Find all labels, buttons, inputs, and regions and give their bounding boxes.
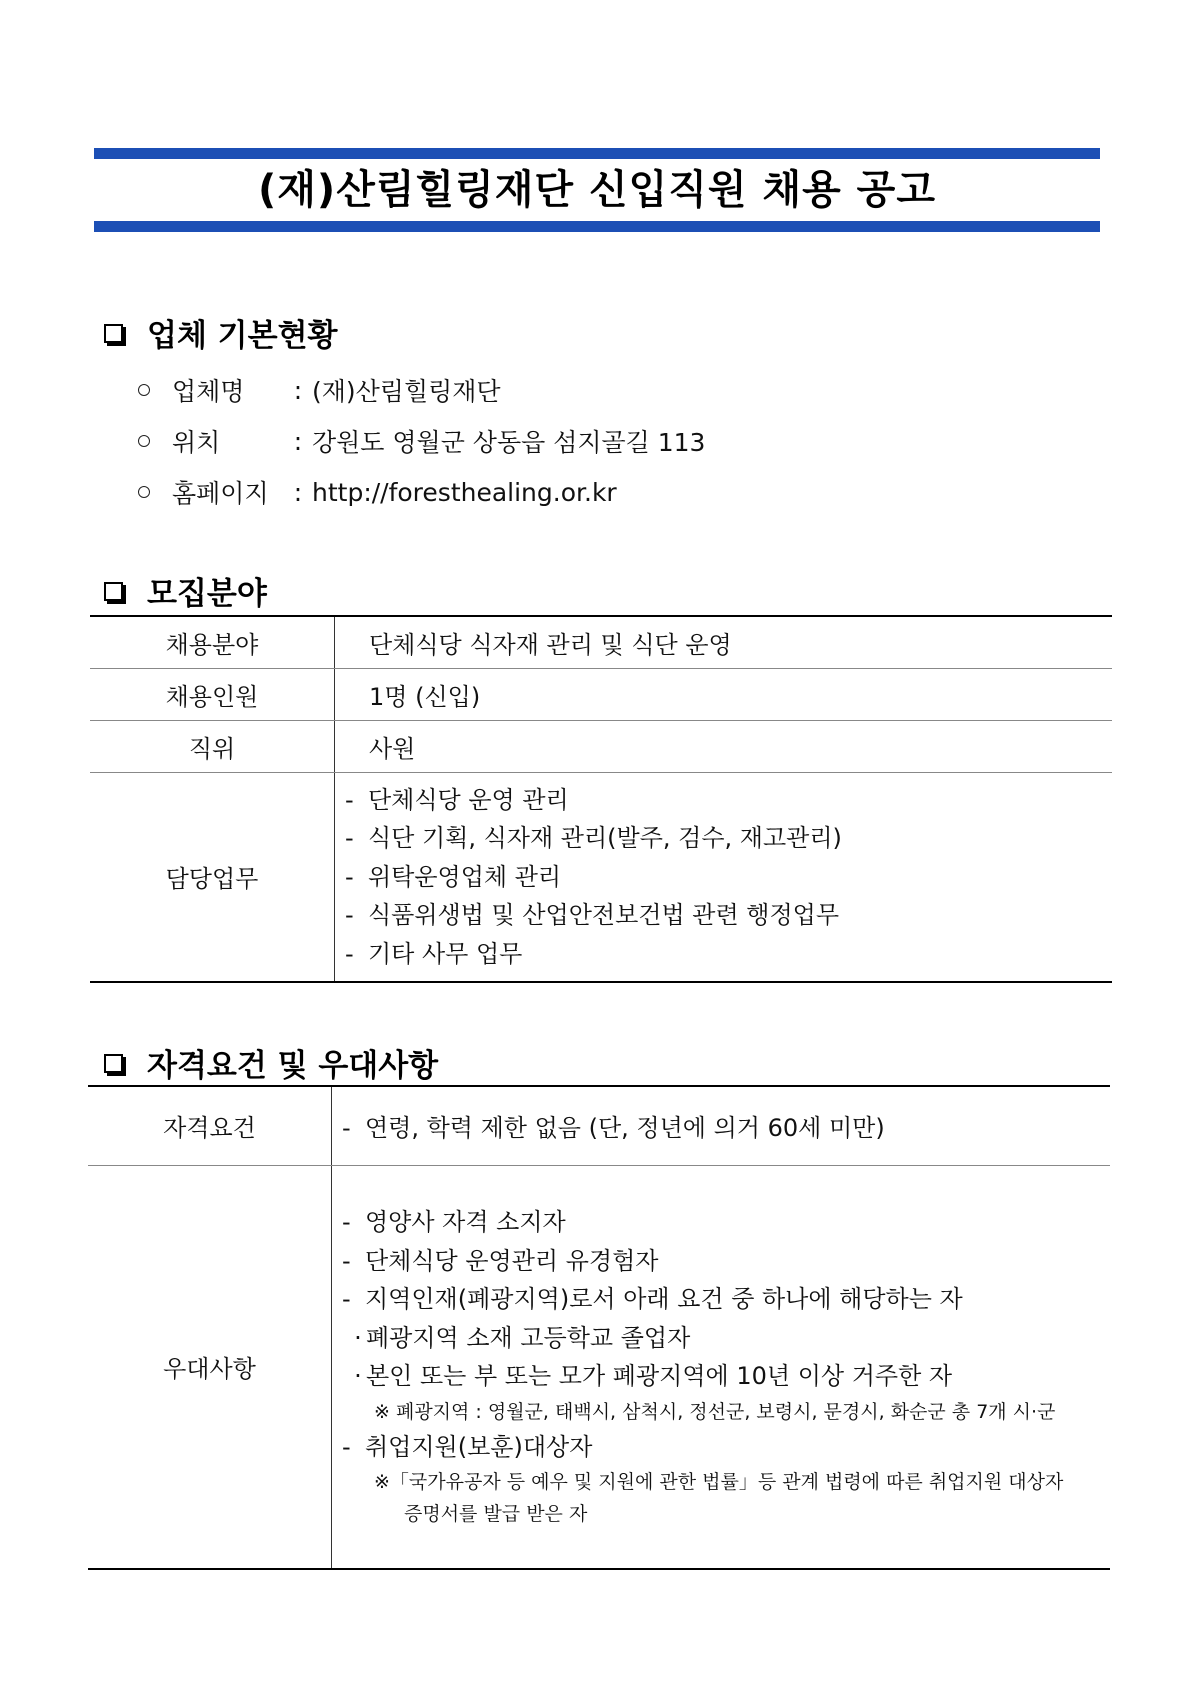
section-heading-qualifications <box>104 1040 438 1085</box>
info-separator: : <box>293 477 303 507</box>
title-top-bar <box>94 148 1100 159</box>
sub-list-item: · 본인 또는 부 또는 모가 폐광지역에 10년 이상 거주한 자 <box>354 1362 953 1391</box>
section-heading-company <box>104 310 337 355</box>
table-row <box>90 616 1112 668</box>
row-value: 1명 (신입) <box>335 668 1113 720</box>
checkbox-square-icon <box>104 324 123 343</box>
section-title: 업체 기본현황 <box>147 318 338 354</box>
info-separator: : <box>293 375 303 405</box>
info-row-homepage <box>138 474 617 510</box>
list-item: - 단체식당 운영관리 유경험자 <box>342 1246 659 1275</box>
table-row <box>90 668 1112 720</box>
qualification-table <box>88 1085 1110 1570</box>
duty-list <box>335 781 1112 974</box>
info-separator: : <box>293 426 303 456</box>
table-row <box>90 720 1112 772</box>
table-row <box>90 772 1112 982</box>
list-item: - 영양사 자격 소지자 <box>342 1208 566 1237</box>
row-value: 단체식당 식자재 관리 및 식단 운영 <box>335 616 1113 668</box>
info-value: (재)산림힐링재단 <box>312 377 501 406</box>
info-label: 업체명 <box>172 377 245 406</box>
list-item: - 위탁운영업체 관리 <box>345 862 562 891</box>
row-value: - 연령, 학력 제한 없음 (단, 정년에 의거 60세 미만) <box>332 1086 1111 1165</box>
list-item: - 식품위생법 및 산업안전보건법 관련 행정업무 <box>345 901 840 929</box>
list-item: - 단체식당 운영 관리 <box>345 785 569 814</box>
qualification-text: 연령, 학력 제한 없음 (단, 정년에 의거 60세 미만) <box>365 1114 885 1143</box>
list-item: - 기타 사무 업무 <box>345 939 523 968</box>
title-bottom-bar <box>94 221 1100 232</box>
list-item-text: 식단 기획, 식자재 관리(발주, 검수, 재고관리) <box>368 824 842 852</box>
preference-list <box>332 1203 1110 1530</box>
table-row <box>88 1086 1110 1165</box>
list-item: - 지역인재(폐광지역)로서 아래 요건 중 하나에 해당하는 자 <box>342 1285 963 1314</box>
section-heading-recruitment <box>104 568 267 613</box>
info-label: 위치 <box>172 428 221 457</box>
info-label: 홈페이지 <box>172 479 269 508</box>
checkbox-square-icon <box>104 1054 123 1073</box>
list-item-text: 식품위생법 및 산업안전보건법 관련 행정업무 <box>368 901 840 929</box>
list-item-text: 단체식당 운영관리 유경험자 <box>365 1246 659 1275</box>
list-item-text: 폐광지역 소재 고등학교 졸업자 <box>366 1323 691 1352</box>
list-item-text: 기타 사무 업무 <box>368 939 523 968</box>
row-value: 사원 <box>335 720 1113 772</box>
note-text: ※ 폐광지역 : 영월군, 태백시, 삼척시, 정선군, 보령시, 문경시, 화순군 총 7개 시·군 <box>374 1400 1056 1423</box>
circle-bullet-icon <box>138 435 150 447</box>
preference-cell <box>332 1165 1111 1569</box>
list-item-text: 영양사 자격 소지자 <box>365 1208 566 1237</box>
list-item-text: 지역인재(폐광지역)로서 아래 요건 중 하나에 해당하는 자 <box>365 1285 963 1314</box>
table-row <box>88 1165 1110 1569</box>
list-item-text: 위탁운영업체 관리 <box>368 862 562 891</box>
circle-bullet-icon <box>138 384 150 396</box>
list-item-text: 본인 또는 부 또는 모가 폐광지역에 10년 이상 거주한 자 <box>366 1362 953 1391</box>
sub-list-item: · 폐광지역 소재 고등학교 졸업자 <box>354 1323 691 1352</box>
list-item-text: 단체식당 운영 관리 <box>368 785 569 814</box>
duty-list-cell <box>335 772 1113 982</box>
row-label: 채용분야 <box>90 616 335 668</box>
recruitment-table <box>90 615 1112 983</box>
info-value: 강원도 영월군 상동읍 섬지골길 113 <box>312 428 706 457</box>
info-row-company-name <box>138 372 501 408</box>
info-row-location <box>138 423 705 459</box>
section-title: 모집분야 <box>147 576 267 612</box>
section-title: 자격요건 및 우대사항 <box>147 1048 439 1084</box>
row-label: 우대사항 <box>88 1165 332 1569</box>
homepage-link[interactable]: http://foresthealing.or.kr <box>312 477 617 507</box>
title-block <box>94 148 1100 232</box>
list-item: - 식단 기획, 식자재 관리(발주, 검수, 재고관리) <box>345 824 842 852</box>
row-label: 채용인원 <box>90 668 335 720</box>
row-label: 담당업무 <box>90 772 335 982</box>
row-label: 직위 <box>90 720 335 772</box>
note-text: ※「국가유공자 등 예우 및 지원에 관한 법률」등 관계 법령에 따른 취업지원 대상자 <box>374 1471 1064 1494</box>
list-item: - 취업지원(보훈)대상자 <box>342 1432 593 1461</box>
checkbox-square-icon <box>104 582 123 601</box>
note-text-continued: 증명서를 발급 받은 자 <box>404 1503 588 1526</box>
page-title: (재)산림힐링재단 신입직원 채용 공고 <box>258 167 936 213</box>
list-item-text: 취업지원(보훈)대상자 <box>365 1432 593 1461</box>
row-label: 자격요건 <box>88 1086 332 1165</box>
circle-bullet-icon <box>138 486 150 498</box>
